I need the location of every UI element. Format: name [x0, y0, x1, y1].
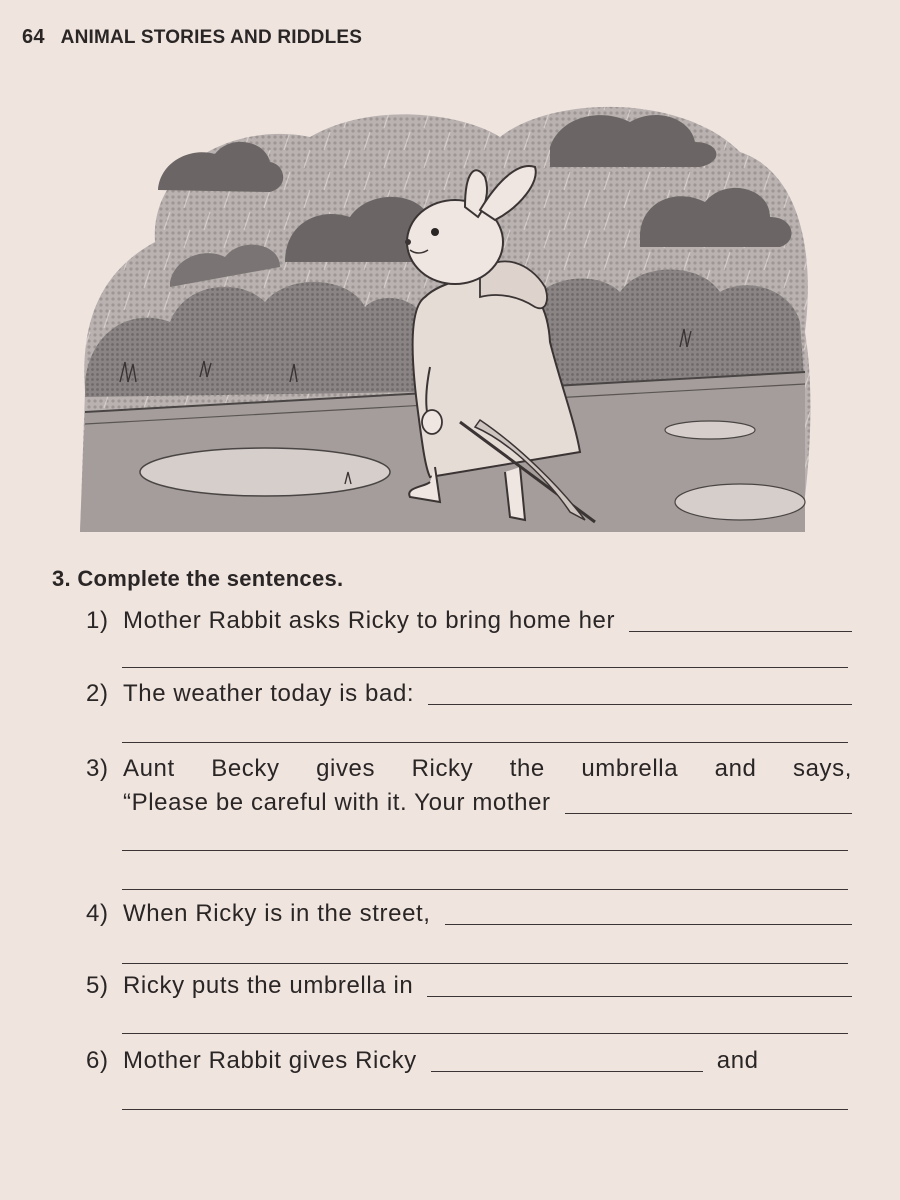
answer-line[interactable] — [122, 963, 848, 964]
sentence-tail-text: and — [716, 1047, 759, 1074]
answer-line[interactable] — [122, 850, 848, 851]
sentence-number: 1) — [86, 607, 109, 634]
answer-blank[interactable] — [431, 1070, 703, 1072]
sentence-5 — [86, 969, 852, 1003]
page-header — [22, 26, 362, 49]
sentence-text: “Please be careful with it. Your mother — [123, 789, 551, 816]
answer-line[interactable] — [122, 1109, 848, 1110]
sentence-4 — [86, 897, 852, 931]
sentence-number: 3) — [86, 755, 109, 782]
sentence-text: Aunt Becky gives Ricky the umbrella and says, — [123, 755, 852, 782]
sentence-text: Ricky puts the umbrella in — [123, 972, 414, 999]
answer-line[interactable] — [122, 667, 848, 668]
sentence-text: The weather today is bad: — [123, 680, 415, 707]
answer-blank[interactable] — [629, 630, 852, 632]
sentence-3 — [86, 752, 852, 786]
sentence-number: 5) — [86, 972, 109, 999]
answer-blank[interactable] — [428, 703, 852, 705]
answer-blank[interactable] — [427, 995, 852, 997]
sentence-1 — [86, 604, 852, 638]
answer-line[interactable] — [122, 1033, 848, 1034]
sentence-number: 6) — [86, 1047, 109, 1074]
answer-line[interactable] — [122, 742, 848, 743]
page-number: 64 — [22, 26, 45, 48]
sentence-6 — [86, 1044, 852, 1078]
sentence-text: Mother Rabbit gives Ricky — [123, 1047, 417, 1074]
answer-blank[interactable] — [565, 812, 852, 814]
chapter-title: ANIMAL STORIES AND RIDDLES — [60, 27, 363, 48]
answer-line[interactable] — [122, 889, 848, 890]
sentence-number: 2) — [86, 680, 109, 707]
task-title: 3. Complete the sentences. — [52, 566, 344, 591]
sentence-text: Mother Rabbit asks Ricky to bring home her — [123, 607, 616, 634]
sentence-number: 4) — [86, 900, 109, 927]
answer-blank[interactable] — [445, 923, 852, 925]
sentence-3-continued — [123, 786, 852, 820]
illustration-rabbit-in-rain — [80, 92, 815, 532]
sentence-2 — [86, 677, 852, 711]
sentence-text: When Ricky is in the street, — [123, 900, 431, 927]
